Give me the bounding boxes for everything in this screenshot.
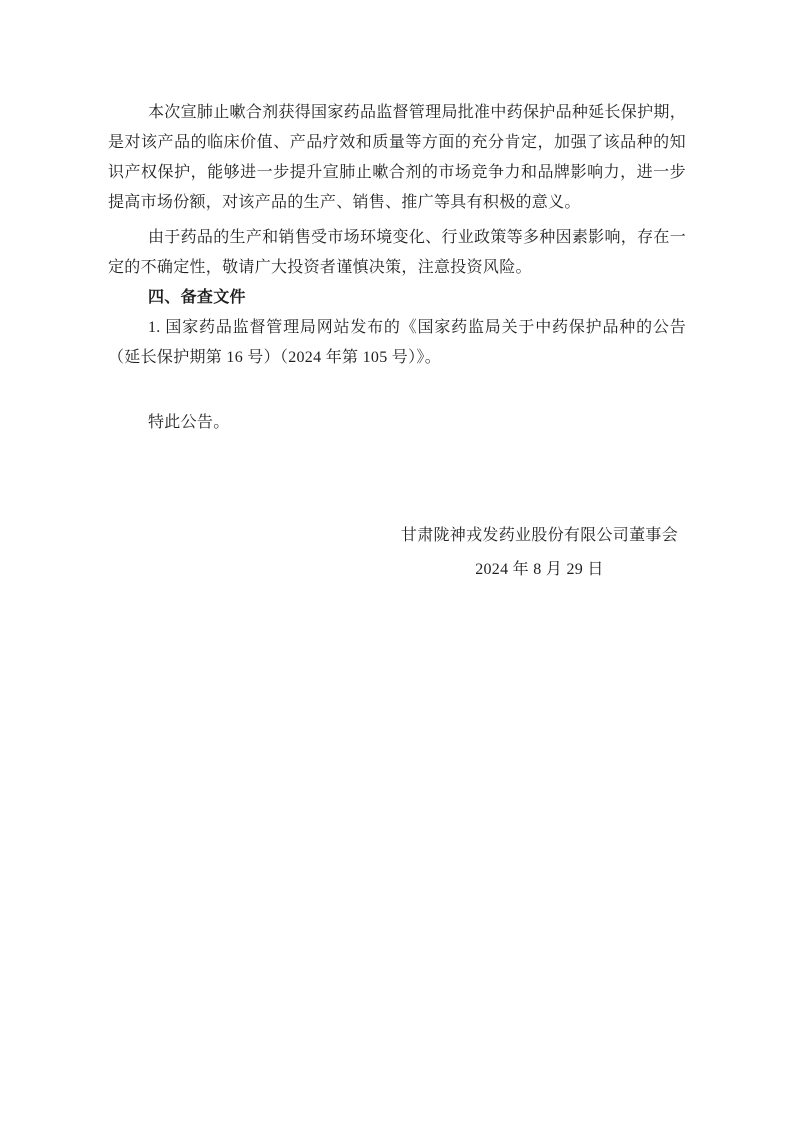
signature-inner bbox=[401, 521, 678, 585]
document-body bbox=[108, 98, 686, 585]
paragraph-approval-significance: 本次宣肺止嗽合剂获得国家药品监督管理局批准中药保护品种延长保护期，是对该产品的临床价值、产品疗效和质量等方面的充分肯定，加强了该品种的知识产权保护，能够进一步提升宣肺止嗽合剂的市场竞争力和品牌影响力，进一步提高市场份额，对该产品的生产、销售、推广等具有积极的意义。 bbox=[108, 104, 686, 211]
reference-item-1: 1. 国家药品监督管理局网站发布的《国家药监局关于中药保护品种的公告（延长保护期第 16 号）（2024 年第 105 号）》。 bbox=[108, 319, 686, 366]
signature-block bbox=[108, 521, 686, 585]
section-heading-reference-documents: 四、备查文件 bbox=[148, 289, 246, 306]
paragraph-risk-notice: 由于药品的生产和销售受市场环境变化、行业政策等多种因素影响，存在一定的不确定性，敬请广大投资者谨慎决策，注意投资风险。 bbox=[108, 229, 686, 276]
closing-statement: 特此公告。 bbox=[148, 414, 230, 431]
signature-company: 甘肃陇神戎发药业股份有限公司董事会 bbox=[400, 527, 678, 544]
signature-date: 2024 年 8 月 29 日 bbox=[475, 561, 604, 578]
